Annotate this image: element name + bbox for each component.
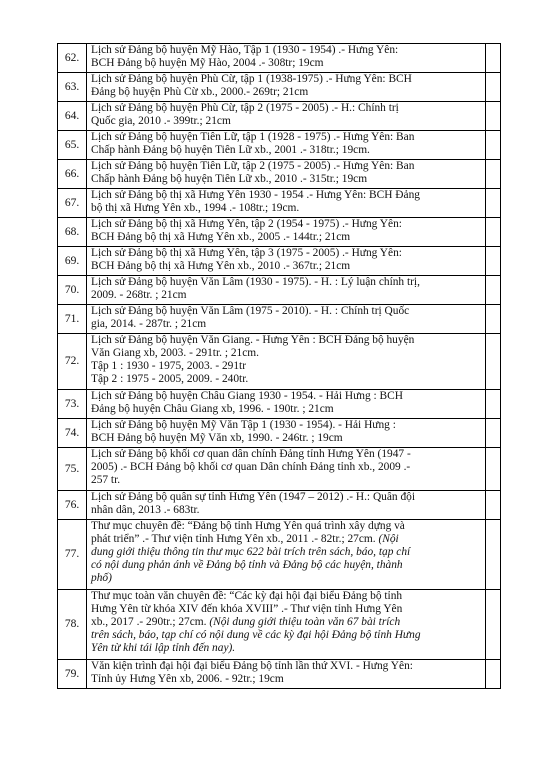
table-row xyxy=(58,73,501,102)
citation-line: Lịch sử Đảng bộ thị xã Hưng Yên 1930 - 1954 .- Hưng Yên: BCH Đảng xyxy=(91,189,420,201)
empty-cell xyxy=(486,160,501,189)
table-row xyxy=(58,448,501,491)
empty-cell xyxy=(486,660,501,689)
citation-line: nhân dân, 2013 .- 683tr. xyxy=(91,504,200,516)
citation-line: Tỉnh ủy Hưng Yên xb, 2006. - 92tr.; 19cm xyxy=(91,673,284,685)
citation-line: Lịch sử Đảng bộ huyện Văn Lâm (1930 - 1975). - H. : Lý luận chính trị, xyxy=(91,276,420,288)
empty-cell xyxy=(486,276,501,305)
table-row xyxy=(58,390,501,419)
empty-cell xyxy=(486,73,501,102)
citation-line: Hưng Yên từ khóa XIV đến khóa XVIII” .- Thư viện tỉnh Hưng Yên xyxy=(91,603,403,615)
entry-number: 66. xyxy=(58,160,87,189)
table-row xyxy=(58,131,501,160)
entry-number: 73. xyxy=(58,390,87,419)
citation-line: Lịch sử Đảng bộ huyện Mỹ Văn Tập 1 (1930 - 1954). - Hải Hưng : xyxy=(91,419,396,431)
entry-citation xyxy=(87,189,486,218)
citation-line: 2009. - 268tr. ; 21cm xyxy=(91,289,187,301)
citation-line: phố) xyxy=(91,572,112,584)
entry-number: 77. xyxy=(58,520,87,590)
table-row xyxy=(58,189,501,218)
empty-cell xyxy=(486,520,501,590)
citation-line: BCH Đảng bộ thị xã Hưng Yên xb., 2010 .- 367tr.; 21cm xyxy=(91,260,351,272)
table-row xyxy=(58,276,501,305)
citation-line: Lịch sử Đảng bộ huyện Tiên Lữ, tập 2 (1975 - 2005) .- Hưng Yên: Ban xyxy=(91,160,415,172)
citation-line: Quốc gia, 2010 .- 399tr.; 21cm xyxy=(91,115,231,127)
entry-number: 63. xyxy=(58,73,87,102)
entry-citation xyxy=(87,73,486,102)
citation-line: gia, 2014. - 287tr. ; 21cm xyxy=(91,318,207,330)
citation-line: có nội dung phản ánh về Đảng bộ tỉnh và Đảng bộ các huyện, thành xyxy=(91,559,403,571)
empty-cell xyxy=(486,131,501,160)
entry-citation xyxy=(87,590,486,660)
entry-number: 64. xyxy=(58,102,87,131)
entry-citation xyxy=(87,102,486,131)
table-row xyxy=(58,419,501,448)
entry-citation xyxy=(87,520,486,590)
citation-line: Văn kiện trình đại hội đại biểu Đảng bộ tỉnh lần thứ XVI. - Hưng Yên: xyxy=(91,660,413,672)
entry-citation xyxy=(87,419,486,448)
citation-line: Lịch sử Đảng bộ thị xã Hưng Yên, tập 2 (1954 - 1975) .- Hưng Yên: xyxy=(91,218,402,230)
empty-cell xyxy=(486,218,501,247)
citation-line: phát triển” .- Thư viện tỉnh Hưng Yên xb., 2011 .- 82tr.; 27cm. (Nội xyxy=(91,533,399,545)
table-row xyxy=(58,102,501,131)
entry-number: 68. xyxy=(58,218,87,247)
citation-line: Văn Giang xb, 2003. - 291tr. ; 21cm. xyxy=(91,347,259,359)
entry-number: 75. xyxy=(58,448,87,491)
entry-number: 78. xyxy=(58,590,87,660)
empty-cell xyxy=(486,189,501,218)
entry-citation xyxy=(87,305,486,334)
citation-line: Thư mục toàn văn chuyên đề: “Các kỳ đại hội đại biểu Đảng bộ tỉnh xyxy=(91,590,403,602)
citation-line: Lịch sử Đảng bộ huyện Mỹ Hào, Tập 1 (1930 - 1954) .- Hưng Yên: xyxy=(91,44,399,56)
citation-line: xb., 2017 .- 290tr.; 27cm. (Nội dung giới thiệu toàn văn 67 bài trích xyxy=(91,616,401,628)
empty-cell xyxy=(486,419,501,448)
table-row xyxy=(58,218,501,247)
empty-cell xyxy=(486,305,501,334)
entry-number: 69. xyxy=(58,247,87,276)
entry-citation xyxy=(87,491,486,520)
table-row xyxy=(58,334,501,390)
empty-cell xyxy=(486,44,501,73)
citation-line: Thư mục chuyên đề: “Đảng bộ tỉnh Hưng Yên quá trình xây dựng và xyxy=(91,520,405,532)
citation-line: BCH Đảng bộ thị xã Hưng Yên xb., 2005 .- 144tr.; 21cm xyxy=(91,231,351,243)
citation-line: Lịch sử Đảng bộ khối cơ quan dân chính Đảng tỉnh Hưng Yên (1947 - xyxy=(91,448,411,460)
citation-line: Chấp hành Đảng bộ huyện Tiên Lữ xb., 2010 .- 315tr.; 19cm xyxy=(91,173,368,185)
table-row xyxy=(58,660,501,689)
citation-line: bộ thị xã Hưng Yên xb., 1994 .- 108tr.; 19cm. xyxy=(91,202,300,214)
citation-line: 2005) .- BCH Đảng bộ khối cơ quan Dân chính Đảng tỉnh xb., 2009 .- xyxy=(91,461,411,473)
citation-line: Lịch sử Đảng bộ huyện Văn Lâm (1975 - 2010). - H. : Chính trị Quốc xyxy=(91,305,410,317)
empty-cell xyxy=(486,590,501,660)
entry-citation xyxy=(87,276,486,305)
empty-cell xyxy=(486,390,501,419)
citation-line: Đảng bộ huyện Châu Giang xb, 1996. - 190tr. ; 21cm xyxy=(91,403,334,415)
entry-citation xyxy=(87,247,486,276)
entry-citation xyxy=(87,334,486,390)
citation-line: Đảng bộ huyện Phù Cừ xb., 2000.- 269tr; 21cm xyxy=(91,86,309,98)
empty-cell xyxy=(486,247,501,276)
citation-line: Tập 1 : 1930 - 1975, 2003. - 291tr xyxy=(91,360,247,372)
entry-citation xyxy=(87,131,486,160)
citation-line: Lịch sử Đảng bộ huyện Phù Cừ, tập 2 (1975 - 2005) .- H.: Chính trị xyxy=(91,102,399,114)
entry-citation xyxy=(87,218,486,247)
entry-citation xyxy=(87,660,486,689)
entry-number: 70. xyxy=(58,276,87,305)
empty-cell xyxy=(486,448,501,491)
entry-number: 67. xyxy=(58,189,87,218)
citation-line: trên sách, báo, tạp chí có nội dung về các kỳ đại hội Đảng bộ tỉnh Hưng xyxy=(91,629,421,641)
entry-number: 76. xyxy=(58,491,87,520)
citation-line: Lịch sử Đảng bộ thị xã Hưng Yên, tập 3 (1975 - 2005) .- Hưng Yên: xyxy=(91,247,402,259)
citation-line: Lịch sử Đảng bộ huyện Phù Cừ, tập 1 (1938-1975) .- Hưng Yên: BCH xyxy=(91,73,412,85)
empty-cell xyxy=(486,334,501,390)
citation-line: dung giới thiệu thông tin thư mục 622 bài trích trên sách, báo, tạp chí xyxy=(91,546,411,558)
entry-number: 65. xyxy=(58,131,87,160)
table-row xyxy=(58,305,501,334)
citation-line: BCH Đảng bộ huyện Mỹ Văn xb, 1990. - 246tr. ; 19cm xyxy=(91,432,343,444)
citation-line: Lịch sử Đảng bộ huyện Châu Giang 1930 - 1954. - Hải Hưng : BCH xyxy=(91,390,403,402)
entry-number: 79. xyxy=(58,660,87,689)
bibliography-table-body xyxy=(58,44,501,689)
citation-line: 257 tr. xyxy=(91,474,121,486)
citation-line: Lịch sử Đảng bộ huyện Tiên Lữ, tập 1 (1928 - 1975) .- Hưng Yên: Ban xyxy=(91,131,415,143)
entry-number: 71. xyxy=(58,305,87,334)
citation-line: Lịch sử Đảng bộ huyện Văn Giang. - Hưng Yên : BCH Đảng bộ huyện xyxy=(91,334,415,346)
entry-citation xyxy=(87,160,486,189)
table-row xyxy=(58,520,501,590)
citation-line: BCH Đảng bộ huyện Mỹ Hào, 2004 .- 308tr; 19cm xyxy=(91,57,324,69)
entry-citation xyxy=(87,448,486,491)
bibliography-table xyxy=(57,43,501,689)
empty-cell xyxy=(486,102,501,131)
entry-number: 74. xyxy=(58,419,87,448)
entry-citation xyxy=(87,44,486,73)
table-row xyxy=(58,590,501,660)
entry-number: 72. xyxy=(58,334,87,390)
citation-line: Lịch sử Đảng bộ quân sự tỉnh Hưng Yên (1947 – 2012) .- H.: Quân đội xyxy=(91,491,416,503)
citation-line: Chấp hành Đảng bộ huyện Tiên Lữ xb., 2001 .- 318tr.; 19cm. xyxy=(91,144,370,156)
citation-line: Yên từ khi tái lập tỉnh đến nay). xyxy=(91,642,236,654)
table-row xyxy=(58,491,501,520)
empty-cell xyxy=(486,491,501,520)
table-row xyxy=(58,160,501,189)
entry-number: 62. xyxy=(58,44,87,73)
entry-citation xyxy=(87,390,486,419)
citation-line: Tập 2 : 1975 - 2005, 2009. - 240tr. xyxy=(91,373,249,385)
table-row xyxy=(58,44,501,73)
table-row xyxy=(58,247,501,276)
